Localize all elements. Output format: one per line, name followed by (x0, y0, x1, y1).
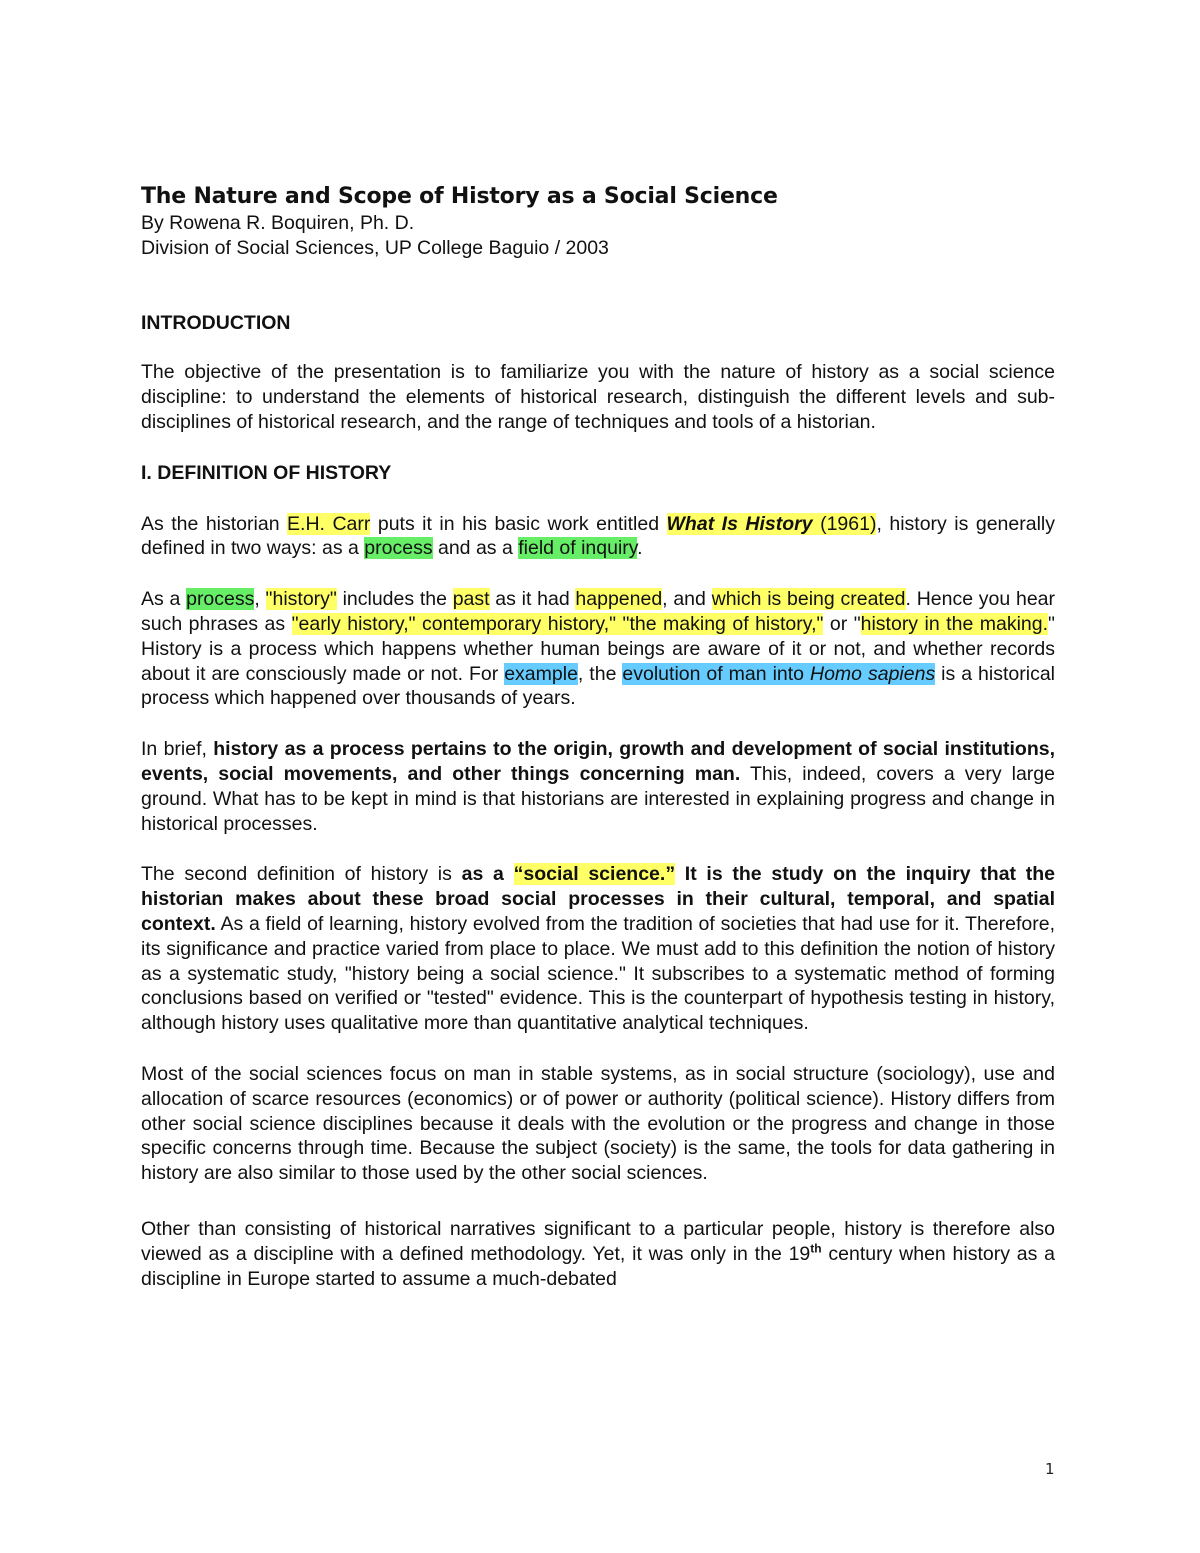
affiliation-line: Division of Social Sciences, UP College Baguio / 2003 (141, 236, 609, 259)
highlight-book (667, 513, 877, 535)
paragraph-second-definition (141, 862, 1055, 1036)
highlight-past: past (452, 588, 490, 611)
highlight-making: history in the making. (860, 612, 1049, 635)
highlight-carr: E.H. Carr (287, 512, 371, 535)
text-run: or " (823, 612, 861, 635)
intro-paragraph: The objective of the presentation is to familiarize you with the nature of history as a social science discipline: to understand the elements of historical research, distinguish the different levels and sub-disciplines of historical research, and the range of techniques and tools of a historian. (141, 361, 1055, 433)
homo-sapiens: Homo sapiens (810, 662, 936, 685)
highlight-phrases: "early history," contemporary history," "the making of history," (291, 612, 824, 635)
text-run: " History is a process which happens whether human beings are aware of it or not, and whether records about it are consciously made or not. For (141, 612, 1055, 685)
spacer (141, 561, 1055, 587)
text-run: . (637, 537, 643, 560)
paragraph-in-brief (141, 737, 1055, 836)
text-run: , the (577, 662, 623, 685)
text-run: evolution of man into (622, 662, 810, 685)
text-run: , history is generally defined in two ways: as a (141, 512, 1055, 560)
text-run: As the historian (141, 512, 288, 535)
document-title: The Nature and Scope of History as a Social Science (141, 184, 778, 209)
document-body (141, 183, 1055, 1291)
spacer (141, 711, 1055, 737)
spacer (141, 261, 1055, 311)
text-run: , and (662, 588, 712, 611)
paragraph-process (141, 587, 1055, 711)
text-run: As a field of learning, history evolved from the tradition of societies that had use for it. Therefore, its significance and practice varied from place to place. We must add to this definition the notion of history as a systematic study, "history being a social science." It subscribes to a systematic method of forming conclusions based on verified or "tested" evidence. This is the counterpart of hypothesis testing in history, although history uses qualitative more than quantitative analytical techniques. (141, 912, 1055, 1035)
text-run: The second definition of history is (141, 863, 462, 886)
book-title: What Is History (666, 512, 813, 535)
intro-heading: INTRODUCTION (141, 311, 291, 334)
text-run: puts it in his basic work entitled (370, 512, 667, 535)
paragraph-social-sciences: Most of the social sciences focus on man in stable systems, as in social structure (sociology), use and allocation of scarce resources (economics) or of power or authority (political science). History differs from other social science disciplines because it deals with the evolution or the progress and change in those specific concerns through time. Because the subject (society) is the same, the tools for data gathering in history are also similar to those used by the other social sciences. (141, 1062, 1055, 1185)
text-run: In brief, (141, 738, 214, 761)
highlight-example: example (504, 662, 578, 685)
text-run: includes the (336, 588, 453, 611)
section1-heading: I. DEFINITION OF HISTORY (141, 461, 392, 484)
bold-definition: history as a process pertains to the origin, growth and development of social institutions, events, social movements, and other things concerning man. (141, 738, 1055, 785)
book-year: (1961) (812, 512, 877, 535)
text-run: As a (141, 588, 187, 611)
highlight-created: which is being created (711, 588, 906, 611)
highlight-evolution (622, 663, 935, 685)
spacer (141, 1186, 1055, 1217)
highlight-happened: happened (575, 588, 663, 611)
highlight-process: process (186, 588, 255, 611)
highlight-field-of-inquiry: field of inquiry (518, 537, 638, 560)
spacer (141, 1036, 1055, 1062)
text-run: and as a (432, 537, 519, 560)
text-run: , (254, 588, 266, 611)
highlight-social-science: “social science.” (513, 863, 676, 886)
page-number: 1 (1045, 1460, 1055, 1478)
text-run: is a historical process which happened over thousands of years. (141, 662, 1055, 710)
spacer (141, 486, 1055, 512)
spacer (141, 335, 1055, 360)
author-line: By Rowena R. Boquiren, Ph. D. (141, 212, 415, 234)
paragraph-carr (141, 512, 1055, 562)
text-run: century when history as a discipline in Europe started to assume a much-debated (141, 1242, 1056, 1290)
text-run: Other than consisting of historical narratives significant to a particular people, history is therefore also viewed as a discipline with a defined methodology. Yet, it was only in the 19 (141, 1217, 1055, 1265)
bold-run: It is the study on the inquiry that the historian makes about these broad social processes in their cultural, temporal, and spatial context. (141, 863, 1056, 935)
bold-run: as a (461, 863, 514, 886)
text-run: This, indeed, covers a very large ground. What has to be kept in mind is that historians are interested in explaining progress and change in historical processes. (141, 762, 1055, 835)
spacer (141, 435, 1055, 461)
paragraph-other-than (141, 1217, 1055, 1291)
text-run: . Hence you hear such phrases as (141, 588, 1056, 635)
highlight-process: process (364, 537, 433, 560)
superscript: th (810, 1241, 822, 1256)
highlight-history: "history" (265, 588, 337, 611)
text-run: as it had (489, 588, 576, 611)
spacer (141, 836, 1055, 862)
